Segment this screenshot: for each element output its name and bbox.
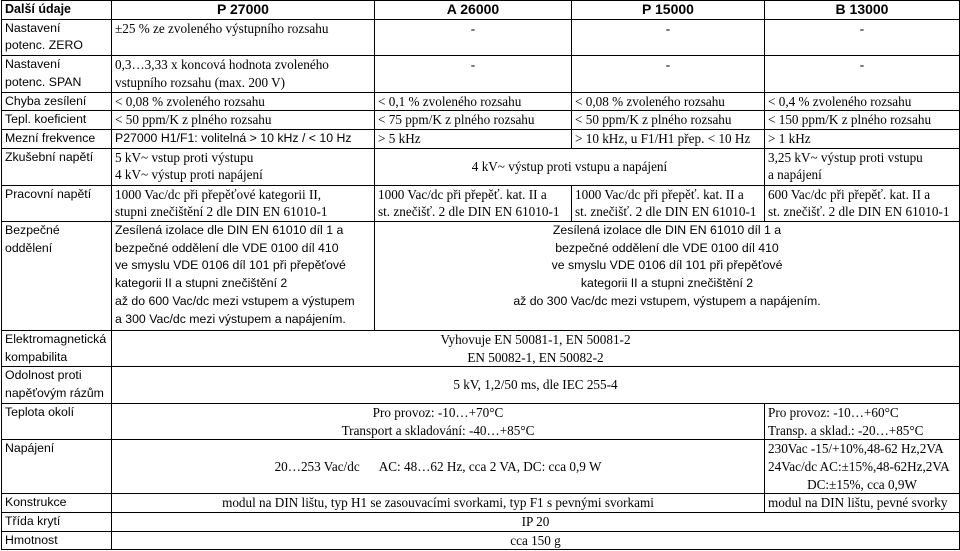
working-voltage-b: 600 Vac/dc při přepěť. kat. II a st. znečišť. 2 dle DIN EN 61010-1	[765, 185, 960, 221]
temp-coef-a: < 75 ppm/K z plného rozsahu	[375, 111, 572, 130]
working-voltage-p27: 1000 Vac/dc při přepěťové kategorii II, stupni znečištění 2 dle DIN EN 61010-1	[112, 185, 375, 221]
label-construction: Konstrukce	[2, 494, 112, 513]
label-mass: Hmotnost	[2, 531, 112, 550]
zero-a: -	[375, 19, 572, 55]
label-zero: Nastavení potenc. ZERO	[2, 19, 112, 55]
row-working-voltage	[2, 185, 960, 221]
zero-value: ±25 % ze zvoleného výstupního rozsahu	[112, 19, 375, 55]
row-temp-coef	[2, 111, 960, 130]
construction-b: modul na DIN lištu, pevné svorky	[765, 494, 960, 513]
isolation-p27: Zesílená izolace dle DIN EN 61010 díl 1 a bezpečné oddělení dle VDE 0100 díl 410 ve smyslu VDE 0106 díl 101 při přepěťové kategorii II a stupni znečištění 2 až do 600 Vac/dc mezi vstupem a výstupem a 300 Vac/dc mezi výstupem a napájením.	[112, 222, 375, 331]
test-voltage-b: 3,25 kV~ výstup proti vstupu a napájení	[765, 148, 960, 185]
cutoff-freq-p27: P27000 H1/F1: volitelná > 10 kHz / < 10 Hz	[112, 129, 375, 148]
label-test-voltage: Zkušební napětí	[2, 148, 112, 185]
mass-value: cca 150 g	[112, 531, 960, 550]
col-p27000: P 27000	[112, 1, 375, 20]
ambient-temp-b: Pro provoz: -10…+60°C Transp. a sklad.: -20…+85°C	[765, 403, 960, 439]
temp-coef-p15: < 50 ppm/K z plného rozsahu	[572, 111, 765, 130]
working-voltage-p15: 1000 Vac/dc při přepěť. kat. II a st. znečišť. 2 dle DIN EN 61010-1	[572, 185, 765, 221]
label-cutoff-freq: Mezní frekvence	[2, 129, 112, 148]
row-mass	[2, 531, 960, 550]
row-power	[2, 440, 960, 494]
gain-error-a: < 0,1 % zvoleného rozsahu	[375, 92, 572, 111]
label-power: Napájení	[2, 440, 112, 494]
construction-value: modul na DIN lištu, typ H1 se zasouvacími svorkami, typ F1 s pevnými svorkami	[112, 494, 765, 513]
row-gain-error	[2, 92, 960, 111]
temp-coef-p27: < 50 ppm/K z plného rozsahu	[112, 111, 375, 130]
col-p15000: P 15000	[572, 1, 765, 20]
row-cutoff-freq	[2, 129, 960, 148]
header-row	[2, 1, 960, 20]
span-b: -	[765, 56, 960, 92]
row-span	[2, 56, 960, 92]
zero-b: -	[765, 19, 960, 55]
test-voltage-p27: 5 kV~ vstup proti výstupu 4 kV~ výstup proti napájení	[112, 148, 375, 185]
row-isolation	[2, 222, 960, 331]
row-surge	[2, 367, 960, 403]
temp-coef-b: < 150 ppm/K z plného rozsahu	[765, 111, 960, 130]
gain-error-p27: < 0,08 % zvoleného rozsahu	[112, 92, 375, 111]
power-value: 20…253 Vac/dc AC: 48…62 Hz, cca 2 VA, DC: cca 0,9 W	[112, 440, 765, 494]
row-protection	[2, 513, 960, 532]
cutoff-freq-a: > 5 kHz	[375, 129, 572, 148]
row-construction	[2, 494, 960, 513]
row-emc	[2, 331, 960, 367]
row-zero	[2, 19, 960, 55]
emc-value: Vyhovuje EN 50081-1, EN 50081-2 EN 50082-1, EN 50082-2	[112, 331, 960, 367]
label-surge: Odolnost proti napěťovým rázům	[2, 367, 112, 403]
spec-table	[1, 0, 960, 550]
row-ambient-temp	[2, 403, 960, 439]
surge-value: 5 kV, 1,2/50 ms, dle IEC 255-4	[112, 367, 960, 403]
label-protection: Třída krytí	[2, 513, 112, 532]
gain-error-b: < 0,4 % zvoleného rozsahu	[765, 92, 960, 111]
label-temp-coef: Tepl. koeficient	[2, 111, 112, 130]
cutoff-freq-p15: > 10 kHz, u F1/H1 přep. < 10 Hz	[572, 129, 765, 148]
label-ambient-temp: Teplota okolí	[2, 403, 112, 439]
span-value: 0,3…3,33 x koncová hodnota zvoleného vstupního rozsahu (max. 200 V)	[112, 56, 375, 92]
row-test-voltage	[2, 148, 960, 185]
protection-value: IP 20	[112, 513, 960, 532]
span-a: -	[375, 56, 572, 92]
label-working-voltage: Pracovní napětí	[2, 185, 112, 221]
span-p15: -	[572, 56, 765, 92]
col-a26000: A 26000	[375, 1, 572, 20]
power-b: 230Vac -15/+10%,48-62 Hz,2VA 24Vac/dc AC:±15%,48-62Hz,2VA DC:±15%, cca 0,9W	[765, 440, 960, 494]
label-isolation: Bezpečné oddělení	[2, 222, 112, 331]
test-voltage-mid: 4 kV~ výstup proti vstupu a napájení	[375, 148, 765, 185]
col-b13000: B 13000	[765, 1, 960, 20]
label-gain-error: Chyba zesílení	[2, 92, 112, 111]
label-span: Nastavení potenc. SPAN	[2, 56, 112, 92]
zero-p15: -	[572, 19, 765, 55]
cutoff-freq-b: > 1 kHz	[765, 129, 960, 148]
ambient-temp-value: Pro provoz: -10…+70°C Transport a skladování: -40…+85°C	[112, 403, 765, 439]
table-title: Další údaje	[2, 1, 112, 20]
isolation-rest: Zesílená izolace dle DIN EN 61010 díl 1 a bezpečné oddělení dle VDE 0100 díl 410 ve smyslu VDE 0106 díl 101 při přepěťové kategorii II a stupni znečištění 2 až do 300 Vac/dc mezi vstupem, výstupem a napájením.	[375, 222, 960, 331]
gain-error-p15: < 0,08 % zvoleného rozsahu	[572, 92, 765, 111]
working-voltage-a: 1000 Vac/dc při přepěť. kat. II a st. znečišť. 2 dle DIN EN 61010-1	[375, 185, 572, 221]
label-emc: Elektromagnetická kompabilita	[2, 331, 112, 367]
